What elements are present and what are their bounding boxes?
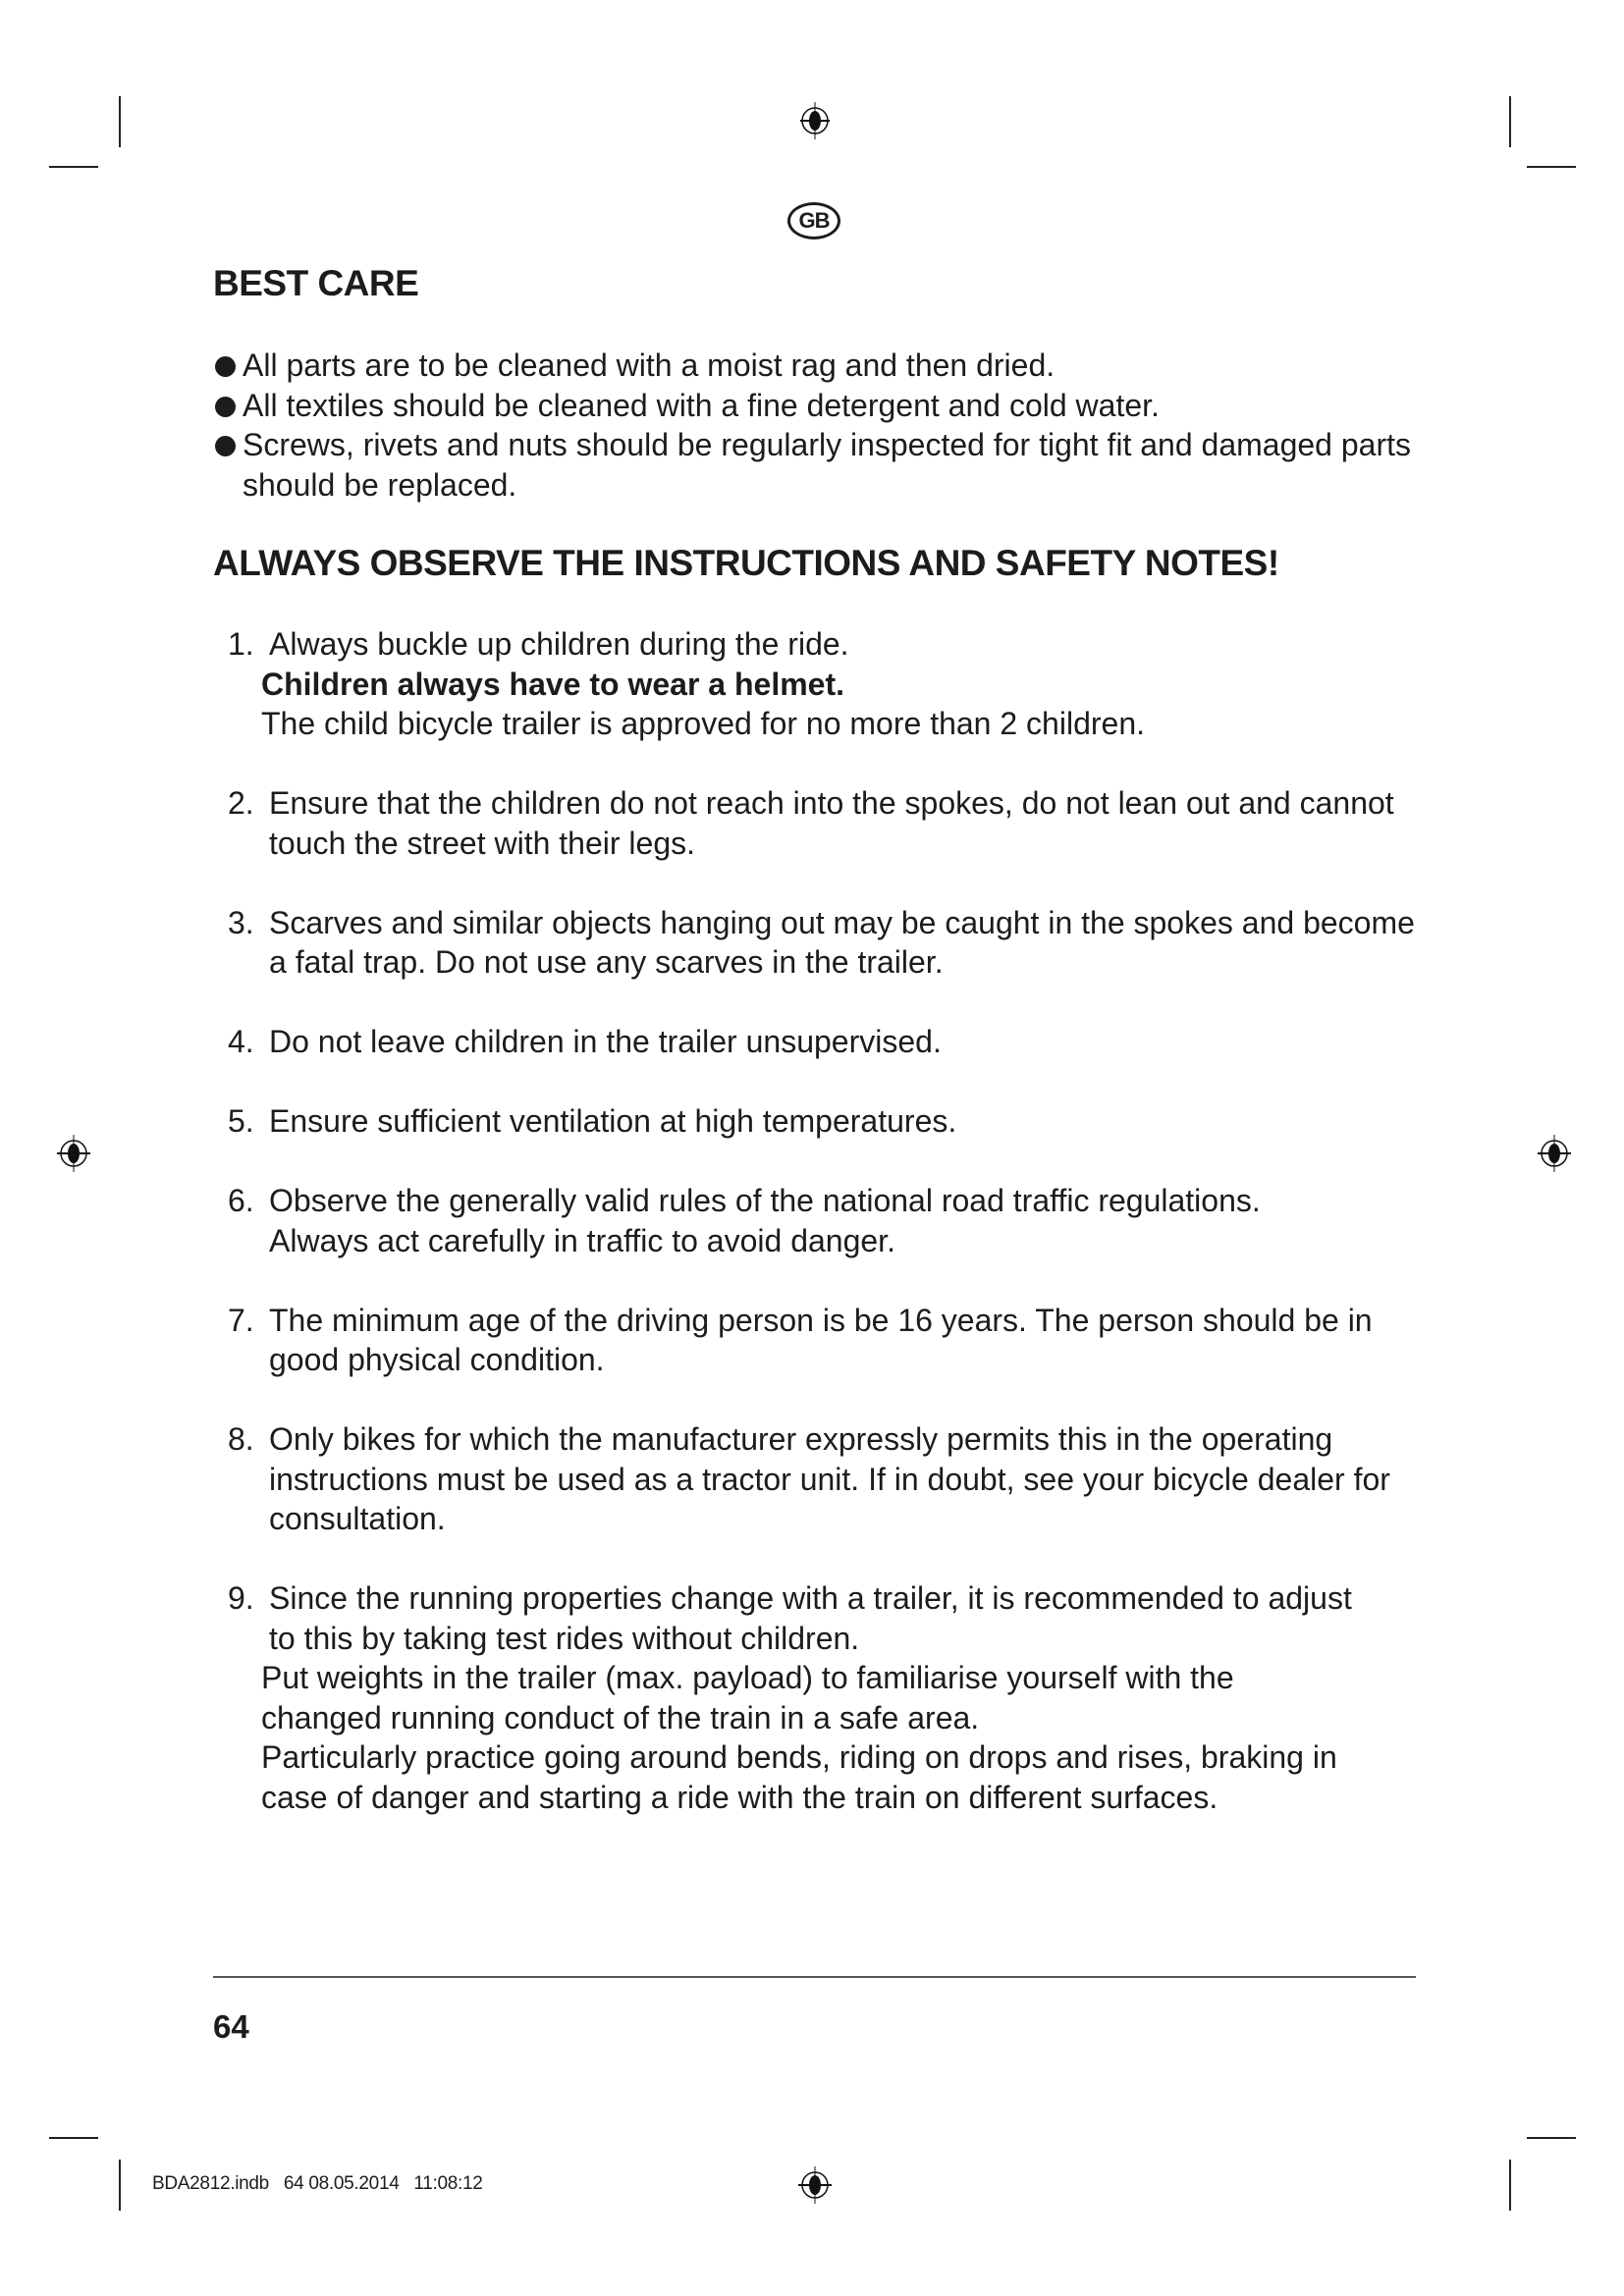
list-item xyxy=(228,1578,1435,1817)
item-number: 4. xyxy=(228,1024,254,1059)
language-badge: GB xyxy=(787,202,840,240)
item-text: Since the running properties change with a trailer, it is recommended to adjust to this by taking test rides without children. xyxy=(269,1580,1352,1656)
registration-mark-icon xyxy=(54,1134,93,1173)
crop-mark xyxy=(119,2160,121,2211)
best-care-list xyxy=(213,346,1431,505)
list-item xyxy=(228,1101,1435,1142)
list-item xyxy=(213,386,1431,426)
bullet-icon xyxy=(215,436,236,456)
crop-mark xyxy=(1509,96,1511,147)
crop-mark xyxy=(49,2137,98,2139)
item-text: Do not leave children in the trailer unsupervised. xyxy=(269,1024,942,1059)
list-item xyxy=(228,624,1435,744)
list-item-text: All parts are to be cleaned with a moist rag and then dried. xyxy=(243,347,1056,383)
bullet-icon xyxy=(215,356,236,377)
list-item-text: Screws, rivets and nuts should be regularly inspected for tight fit and damaged parts should be replaced. xyxy=(243,427,1411,503)
safety-list xyxy=(228,624,1435,1857)
section-title-best-care: BEST CARE xyxy=(213,263,419,303)
item-number: 9. xyxy=(228,1580,254,1616)
item-number: 8. xyxy=(228,1421,254,1457)
item-text: Ensure sufficient ventilation at high temperatures. xyxy=(269,1103,957,1139)
registration-mark-icon xyxy=(795,2165,835,2205)
list-item xyxy=(213,346,1431,386)
item-text: Particularly practice going around bends, riding on drops and rises, braking in case of danger and starting a ride with the train on different surfaces. xyxy=(261,1739,1337,1815)
item-number: 6. xyxy=(228,1183,254,1218)
item-text: Put weights in the trailer (max. payload) to familiarise yourself with the changed running conduct of the train in a safe area. xyxy=(261,1660,1234,1735)
crop-mark xyxy=(1527,2137,1576,2139)
list-item xyxy=(228,1301,1435,1380)
list-item xyxy=(228,783,1435,863)
list-item xyxy=(228,1419,1435,1539)
crop-mark xyxy=(49,166,98,168)
crop-mark xyxy=(1527,166,1576,168)
registration-mark-icon xyxy=(795,101,835,140)
page-number: 64 xyxy=(213,2008,249,2045)
footer-divider xyxy=(213,1976,1416,1978)
item-text: Scarves and similar objects hanging out may be caught in the spokes and become a fatal trap. Do not use any scarves in the trailer. xyxy=(269,904,1415,980)
section-title-safety: ALWAYS OBSERVE THE INSTRUCTIONS AND SAFETY NOTES! xyxy=(213,543,1279,583)
item-text: Always buckle up children during the ride. xyxy=(269,626,849,662)
item-number: 2. xyxy=(228,785,254,821)
item-text: Ensure that the children do not reach into the spokes, do not lean out and cannot touch the street with their legs. xyxy=(269,785,1394,861)
item-bold-text: Children always have to wear a helmet. xyxy=(261,666,844,702)
list-item xyxy=(228,903,1435,983)
bullet-icon xyxy=(215,397,236,417)
item-text: The minimum age of the driving person is be 16 years. The person should be in good physical condition. xyxy=(269,1302,1373,1377)
list-item xyxy=(228,1181,1435,1260)
item-text: Observe the generally valid rules of the national road traffic regulations. Always act carefully in traffic to avoid danger. xyxy=(269,1183,1261,1258)
list-item xyxy=(228,1022,1435,1062)
list-item-text: All textiles should be cleaned with a fine detergent and cold water. xyxy=(243,387,1160,423)
registration-mark-icon xyxy=(1535,1134,1574,1173)
print-slug: BDA2812.indb 64 08.05.2014 11:08:12 xyxy=(152,2173,483,2194)
item-number: 5. xyxy=(228,1103,254,1139)
item-text: Only bikes for which the manufacturer expressly permits this in the operating instructions must be used as a tractor unit. If in doubt, see your bicycle dealer for consultation. xyxy=(269,1421,1390,1536)
item-number: 1. xyxy=(228,626,254,662)
list-item xyxy=(213,425,1450,505)
crop-mark xyxy=(1509,2160,1511,2211)
item-number: 3. xyxy=(228,904,254,940)
item-number: 7. xyxy=(228,1302,254,1338)
item-text: The child bicycle trailer is approved for no more than 2 children. xyxy=(261,706,1145,741)
crop-mark xyxy=(119,96,121,147)
